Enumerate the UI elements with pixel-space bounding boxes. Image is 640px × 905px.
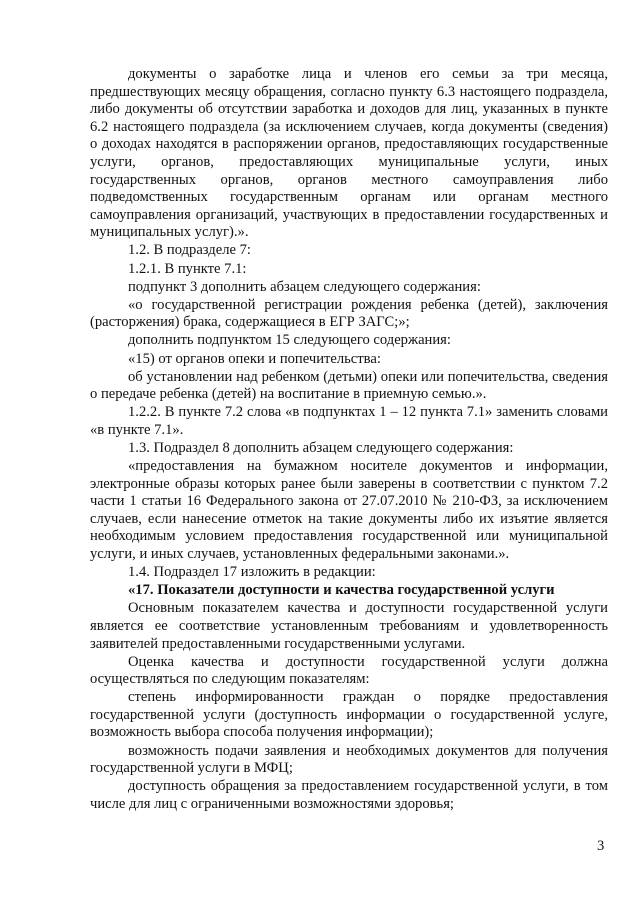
paragraph: «предоставления на бумажном носителе документов и информации, электронные образы которых ранее были заверены в соответствии с пунктом 7.2 части 1 статьи 16 Федерального закона от 27.07.2010 № 210-ФЗ, за исключением случаев, если нанесение отметок на такие документы либо их изъятие является необходимым условием предоставления государственной или муниципальной услуги, и иных случаев, установленных федеральными законами.». — [90, 458, 608, 563]
paragraph: дополнить подпунктом 15 следующего содержания: — [128, 332, 451, 349]
paragraph: подпункт 3 дополнить абзацем следующего содержания: — [128, 278, 481, 295]
paragraph: Оценка качества и доступности государственной услуги должна осуществляться по следующим показателям: — [90, 653, 608, 688]
paragraph: возможность подачи заявления и необходимых документов для получения государственной услуги в МФЦ; — [90, 742, 608, 777]
document-body — [90, 66, 608, 814]
paragraph: 1.3. Подраздел 8 дополнить абзацем следующего содержания: — [128, 439, 514, 456]
paragraph: 1.2. В подразделе 7: — [128, 242, 251, 259]
paragraph: 1.2.2. В пункте 7.2 слова «в подпунктах 1 – 12 пункта 7.1» заменить словами «в пункте 7.1». — [90, 404, 608, 438]
paragraph: доступность обращения за предоставлением государственной услуги, в том числе для лиц с ограниченными возможностями здоровья; — [90, 778, 608, 812]
paragraph: степень информированности граждан о порядке предоставления государственной услуги (доступность информации о государственной услуге, возможность выбора способа получения информации); — [90, 689, 608, 741]
paragraph: «о государственной регистрации рождения ребенка (детей), заключения (расторжения) брака, содержащиеся в ЕГР ЗАГС;»; — [90, 296, 608, 331]
section-heading: «17. Показатели доступности и качества государственной услуги — [128, 582, 555, 599]
paragraph: 1.2.1. В пункте 7.1: — [128, 260, 247, 277]
paragraph: Основным показателем качества и доступности государственной услуги является ее соответствие установленным требованиям и удовлетворенность заявителей предоставленными государственными услугами. — [90, 600, 608, 652]
page-number: 3 — [597, 838, 605, 854]
paragraph: документы о заработке лица и членов его семьи за три месяца, предшествующих месяцу обращения, согласно пункту 6.3 настоящего подраздела, либо документы об отсутствии заработка и доходов для лиц, указанных в пункте 6.2 настоящего подраздела (за исключением случаев, когда документы (сведения) о доходах находятся в распоряжении органов, предоставляющих государственные услуги, органов, предоставляющих муниципальные услуги, иных государственных органов, органов местного самоуправления либо подведомственных государственным органам или органам местного самоуправления организаций, участвующих в предоставлении государственных и муниципальных услуг).». — [90, 66, 608, 241]
paragraph: об установлении над ребенком (детьми) опеки или попечительства, сведения о передаче ребенка (детей) на воспитание в приемную семью.». — [90, 368, 608, 403]
paragraph: 1.4. Подраздел 17 изложить в редакции: — [128, 564, 376, 581]
paragraph: «15) от органов опеки и попечительства: — [128, 350, 381, 367]
